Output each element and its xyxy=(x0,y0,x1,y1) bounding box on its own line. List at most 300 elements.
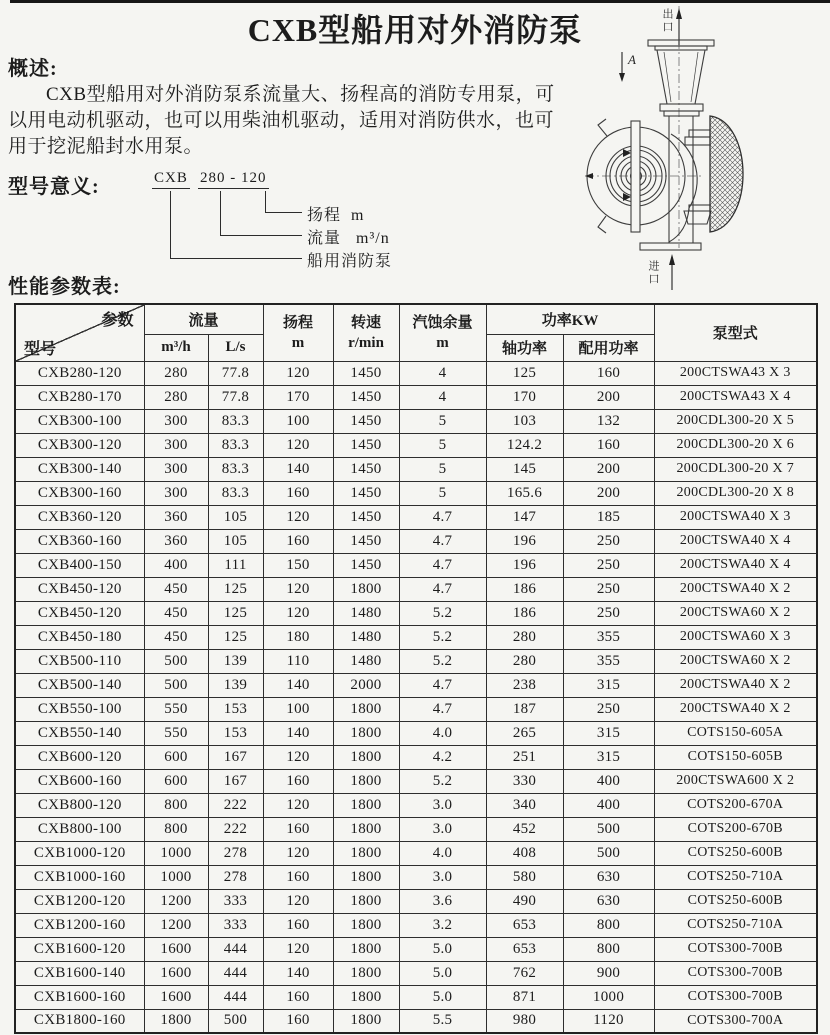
table-cell-5: 5 xyxy=(399,481,486,505)
col-power: 功率KW xyxy=(486,304,654,334)
col-head xyxy=(263,304,333,361)
table-cell-7: 315 xyxy=(563,721,654,745)
table-cell-8: 200CTSWA43 X 3 xyxy=(654,361,817,385)
table-cell-0: CXB800-100 xyxy=(15,817,144,841)
model-meaning-heading: 型号意义: xyxy=(8,176,100,198)
table-cell-2: 83.3 xyxy=(208,481,263,505)
table-cell-2: 77.8 xyxy=(208,361,263,385)
table-cell-1: 1600 xyxy=(144,937,208,961)
table-cell-8: COTS300-700B xyxy=(654,937,817,961)
table-cell-6: 653 xyxy=(486,937,563,961)
table-cell-4: 1800 xyxy=(333,697,399,721)
table-cell-5: 5 xyxy=(399,457,486,481)
table-cell-8: COTS300-700B xyxy=(654,961,817,985)
table-row xyxy=(15,721,817,745)
table-cell-4: 1450 xyxy=(333,409,399,433)
table-cell-2: 333 xyxy=(208,889,263,913)
table-cell-1: 800 xyxy=(144,793,208,817)
table-cell-4: 1800 xyxy=(333,985,399,1009)
table-cell-6: 196 xyxy=(486,553,563,577)
table-cell-0: CXB600-120 xyxy=(15,745,144,769)
table-cell-8: 200CDL300-20 X 5 xyxy=(654,409,817,433)
table-cell-0: CXB450-120 xyxy=(15,577,144,601)
table-cell-4: 1450 xyxy=(333,481,399,505)
table-cell-7: 315 xyxy=(563,673,654,697)
table-cell-0: CXB300-140 xyxy=(15,457,144,481)
table-cell-7: 630 xyxy=(563,889,654,913)
table-cell-4: 1800 xyxy=(333,793,399,817)
table-cell-1: 1000 xyxy=(144,865,208,889)
table-cell-8: 200CTSWA40 X 2 xyxy=(654,697,817,721)
table-cell-8: 200CTSWA40 X 3 xyxy=(654,505,817,529)
col-flow-m3h: m³/h xyxy=(144,334,208,361)
table-row xyxy=(15,1009,817,1033)
table-cell-7: 185 xyxy=(563,505,654,529)
table-cell-4: 1800 xyxy=(333,745,399,769)
table-cell-2: 125 xyxy=(208,577,263,601)
table-row xyxy=(15,673,817,697)
table-row xyxy=(15,889,817,913)
table-cell-0: CXB1800-160 xyxy=(15,1009,144,1033)
table-cell-8: 200CTSWA40 X 4 xyxy=(654,553,817,577)
table-cell-7: 250 xyxy=(563,577,654,601)
table-cell-1: 400 xyxy=(144,553,208,577)
table-cell-1: 360 xyxy=(144,505,208,529)
table-cell-1: 500 xyxy=(144,649,208,673)
table-cell-5: 3.0 xyxy=(399,793,486,817)
table-row xyxy=(15,385,817,409)
table-cell-1: 450 xyxy=(144,625,208,649)
col-head-unit: m xyxy=(291,334,305,351)
table-cell-2: 500 xyxy=(208,1009,263,1033)
table-cell-8: COTS200-670B xyxy=(654,817,817,841)
outlet-label: 出口 xyxy=(661,8,673,34)
table-cell-7: 500 xyxy=(563,841,654,865)
table-cell-4: 1480 xyxy=(333,601,399,625)
table-cell-2: 222 xyxy=(208,793,263,817)
model-label-pump: 船用消防泵 xyxy=(307,253,393,270)
table-cell-4: 1800 xyxy=(333,937,399,961)
table-cell-7: 160 xyxy=(563,361,654,385)
table-cell-2: 83.3 xyxy=(208,433,263,457)
table-cell-5: 3.0 xyxy=(399,865,486,889)
page-title: CXB型船用对外消防泵 xyxy=(247,12,583,48)
table-cell-0: CXB360-160 xyxy=(15,529,144,553)
table-cell-3: 160 xyxy=(263,865,333,889)
table-cell-3: 140 xyxy=(263,721,333,745)
table-cell-7: 1000 xyxy=(563,985,654,1009)
table-cell-3: 120 xyxy=(263,505,333,529)
corner-param-label: 参数 xyxy=(101,312,134,329)
table-cell-8: 200CTSWA40 X 4 xyxy=(654,529,817,553)
table-cell-8: COTS250-710A xyxy=(654,865,817,889)
table-cell-3: 120 xyxy=(263,793,333,817)
table-cell-2: 105 xyxy=(208,505,263,529)
table-cell-8: 200CTSWA60 X 2 xyxy=(654,601,817,625)
table-cell-0: CXB360-120 xyxy=(15,505,144,529)
table-cell-3: 110 xyxy=(263,649,333,673)
table-cell-0: CXB450-120 xyxy=(15,601,144,625)
table-cell-8: 200CTSWA40 X 2 xyxy=(654,577,817,601)
table-cell-5: 4.7 xyxy=(399,529,486,553)
table-cell-7: 355 xyxy=(563,649,654,673)
table-cell-5: 4.7 xyxy=(399,673,486,697)
table-cell-6: 653 xyxy=(486,913,563,937)
table-cell-4: 2000 xyxy=(333,673,399,697)
table-cell-2: 333 xyxy=(208,913,263,937)
table-cell-3: 120 xyxy=(263,577,333,601)
table-cell-2: 153 xyxy=(208,721,263,745)
table-cell-0: CXB280-170 xyxy=(15,385,144,409)
col-power-shaft: 轴功率 xyxy=(486,334,563,361)
table-cell-7: 132 xyxy=(563,409,654,433)
table-cell-0: CXB1000-120 xyxy=(15,841,144,865)
table-row xyxy=(15,697,817,721)
table-cell-1: 360 xyxy=(144,529,208,553)
table-cell-7: 250 xyxy=(563,553,654,577)
table-cell-7: 250 xyxy=(563,697,654,721)
table-cell-8: 200CTSWA43 X 4 xyxy=(654,385,817,409)
table-cell-0: CXB300-100 xyxy=(15,409,144,433)
table-cell-8: 200CTSWA40 X 2 xyxy=(654,673,817,697)
table-cell-3: 140 xyxy=(263,673,333,697)
col-npsh xyxy=(399,304,486,361)
table-cell-2: 278 xyxy=(208,841,263,865)
table-cell-7: 200 xyxy=(563,481,654,505)
table-cell-8: COTS200-670A xyxy=(654,793,817,817)
table-cell-5: 3.2 xyxy=(399,913,486,937)
table-cell-1: 300 xyxy=(144,433,208,457)
table-cell-4: 1480 xyxy=(333,625,399,649)
table-cell-8: 200CDL300-20 X 7 xyxy=(654,457,817,481)
table-cell-5: 4.0 xyxy=(399,841,486,865)
table-row xyxy=(15,937,817,961)
table-cell-8: COTS150-605B xyxy=(654,745,817,769)
table-cell-3: 140 xyxy=(263,457,333,481)
table-cell-6: 251 xyxy=(486,745,563,769)
col-type: 泵型式 xyxy=(654,304,817,361)
table-cell-7: 315 xyxy=(563,745,654,769)
table-cell-5: 5.5 xyxy=(399,1009,486,1033)
table-cell-5: 3.6 xyxy=(399,889,486,913)
table-cell-2: 83.3 xyxy=(208,409,263,433)
table-row xyxy=(15,793,817,817)
table-cell-5: 5.2 xyxy=(399,649,486,673)
col-power-rated: 配用功率 xyxy=(563,334,654,361)
table-cell-0: CXB1200-120 xyxy=(15,889,144,913)
table-cell-1: 1000 xyxy=(144,841,208,865)
table-cell-7: 630 xyxy=(563,865,654,889)
table-cell-3: 120 xyxy=(263,361,333,385)
table-cell-2: 444 xyxy=(208,937,263,961)
table-row xyxy=(15,481,817,505)
table-cell-6: 147 xyxy=(486,505,563,529)
table-cell-1: 600 xyxy=(144,745,208,769)
table-cell-4: 1800 xyxy=(333,841,399,865)
model-label-head: 扬程 m xyxy=(307,207,365,224)
table-cell-6: 196 xyxy=(486,529,563,553)
table-cell-5: 4.7 xyxy=(399,505,486,529)
table-cell-7: 400 xyxy=(563,793,654,817)
table-cell-5: 4 xyxy=(399,361,486,385)
table-row xyxy=(15,865,817,889)
table-cell-2: 111 xyxy=(208,553,263,577)
table-cell-1: 450 xyxy=(144,601,208,625)
table-cell-4: 1450 xyxy=(333,505,399,529)
table-cell-6: 280 xyxy=(486,625,563,649)
table-cell-3: 160 xyxy=(263,529,333,553)
table-cell-6: 265 xyxy=(486,721,563,745)
table-row xyxy=(15,577,817,601)
table-cell-3: 160 xyxy=(263,481,333,505)
table-cell-0: CXB1200-160 xyxy=(15,913,144,937)
model-code-prefix: CXB xyxy=(152,170,190,189)
table-cell-7: 800 xyxy=(563,913,654,937)
table-cell-1: 1200 xyxy=(144,913,208,937)
table-cell-2: 105 xyxy=(208,529,263,553)
table-cell-7: 200 xyxy=(563,385,654,409)
table-cell-8: 200CDL300-20 X 8 xyxy=(654,481,817,505)
table-cell-0: CXB300-120 xyxy=(15,433,144,457)
table-cell-2: 153 xyxy=(208,697,263,721)
table-cell-6: 103 xyxy=(486,409,563,433)
model-label-flow: 流量 m³/n xyxy=(307,230,390,247)
table-cell-2: 77.8 xyxy=(208,385,263,409)
table-cell-3: 100 xyxy=(263,697,333,721)
table-cell-0: CXB600-160 xyxy=(15,769,144,793)
table-cell-0: CXB550-140 xyxy=(15,721,144,745)
table-cell-1: 280 xyxy=(144,361,208,385)
table-cell-0: CXB280-120 xyxy=(15,361,144,385)
table-cell-6: 238 xyxy=(486,673,563,697)
table-cell-1: 300 xyxy=(144,409,208,433)
table-cell-3: 120 xyxy=(263,841,333,865)
table-cell-5: 5.0 xyxy=(399,937,486,961)
model-code-numbers: 280 - 120 xyxy=(198,170,269,189)
table-cell-6: 170 xyxy=(486,385,563,409)
corner-header-cell xyxy=(15,304,144,361)
table-cell-6: 125 xyxy=(486,361,563,385)
table-cell-2: 167 xyxy=(208,745,263,769)
col-speed-label: 转速 xyxy=(351,314,382,331)
table-row xyxy=(15,769,817,793)
overview-heading: 概述: xyxy=(8,58,58,80)
table-cell-6: 145 xyxy=(486,457,563,481)
table-cell-6: 871 xyxy=(486,985,563,1009)
table-cell-2: 278 xyxy=(208,865,263,889)
table-cell-3: 150 xyxy=(263,553,333,577)
table-cell-3: 160 xyxy=(263,817,333,841)
table-cell-3: 100 xyxy=(263,409,333,433)
table-cell-6: 980 xyxy=(486,1009,563,1033)
table-cell-0: CXB500-140 xyxy=(15,673,144,697)
table-cell-3: 120 xyxy=(263,745,333,769)
table-cell-4: 1480 xyxy=(333,649,399,673)
table-cell-7: 355 xyxy=(563,625,654,649)
table-cell-1: 500 xyxy=(144,673,208,697)
table-cell-5: 5.2 xyxy=(399,601,486,625)
table-cell-1: 1800 xyxy=(144,1009,208,1033)
table-cell-1: 300 xyxy=(144,481,208,505)
table-cell-7: 200 xyxy=(563,457,654,481)
table-cell-5: 4.2 xyxy=(399,745,486,769)
table-cell-8: 200CTSWA600 X 2 xyxy=(654,769,817,793)
table-row xyxy=(15,745,817,769)
table-cell-5: 4.7 xyxy=(399,697,486,721)
table-cell-3: 160 xyxy=(263,913,333,937)
table-cell-8: 200CTSWA60 X 2 xyxy=(654,649,817,673)
table-cell-5: 5.0 xyxy=(399,985,486,1009)
inlet-label: 进口 xyxy=(647,260,659,286)
table-cell-0: CXB300-160 xyxy=(15,481,144,505)
table-cell-0: CXB1600-160 xyxy=(15,985,144,1009)
table-cell-4: 1450 xyxy=(333,553,399,577)
table-cell-7: 1120 xyxy=(563,1009,654,1033)
col-npsh-unit: m xyxy=(436,334,449,351)
table-cell-5: 5.2 xyxy=(399,625,486,649)
table-row xyxy=(15,649,817,673)
table-cell-1: 1600 xyxy=(144,961,208,985)
table-cell-7: 400 xyxy=(563,769,654,793)
table-cell-1: 1600 xyxy=(144,985,208,1009)
table-cell-0: CXB400-150 xyxy=(15,553,144,577)
table-cell-6: 580 xyxy=(486,865,563,889)
table-header xyxy=(15,304,817,361)
table-row xyxy=(15,913,817,937)
table-cell-7: 900 xyxy=(563,961,654,985)
table-cell-3: 180 xyxy=(263,625,333,649)
col-head-label: 扬程 xyxy=(283,314,314,331)
table-cell-5: 4.7 xyxy=(399,577,486,601)
table-cell-0: CXB550-100 xyxy=(15,697,144,721)
table-cell-4: 1800 xyxy=(333,889,399,913)
table-row xyxy=(15,409,817,433)
table-cell-4: 1800 xyxy=(333,769,399,793)
table-cell-4: 1450 xyxy=(333,529,399,553)
table-cell-7: 250 xyxy=(563,529,654,553)
table-cell-7: 250 xyxy=(563,601,654,625)
table-row xyxy=(15,505,817,529)
col-speed-unit: r/min xyxy=(348,334,384,351)
table-cell-7: 160 xyxy=(563,433,654,457)
table-cell-4: 1450 xyxy=(333,457,399,481)
table-cell-4: 1800 xyxy=(333,913,399,937)
table-cell-3: 160 xyxy=(263,769,333,793)
table-cell-6: 762 xyxy=(486,961,563,985)
table-cell-5: 5.0 xyxy=(399,961,486,985)
performance-table xyxy=(14,303,818,1034)
table-cell-3: 160 xyxy=(263,1009,333,1033)
pump-drawing xyxy=(585,0,830,298)
table-cell-4: 1800 xyxy=(333,817,399,841)
table-cell-6: 340 xyxy=(486,793,563,817)
table-cell-1: 550 xyxy=(144,697,208,721)
corner-model-label: 型号 xyxy=(24,340,57,358)
table-cell-6: 330 xyxy=(486,769,563,793)
table-cell-2: 444 xyxy=(208,961,263,985)
table-cell-2: 125 xyxy=(208,625,263,649)
table-cell-3: 120 xyxy=(263,937,333,961)
col-flow: 流量 xyxy=(144,304,263,334)
table-cell-8: COTS300-700B xyxy=(654,985,817,1009)
table-cell-1: 450 xyxy=(144,577,208,601)
table-cell-2: 222 xyxy=(208,817,263,841)
table-row xyxy=(15,841,817,865)
table-cell-5: 4 xyxy=(399,385,486,409)
table-row xyxy=(15,553,817,577)
table-cell-3: 140 xyxy=(263,961,333,985)
table-cell-4: 1800 xyxy=(333,721,399,745)
table-cell-3: 170 xyxy=(263,385,333,409)
table-cell-1: 600 xyxy=(144,769,208,793)
col-speed xyxy=(333,304,399,361)
table-cell-0: CXB500-110 xyxy=(15,649,144,673)
table-cell-3: 160 xyxy=(263,985,333,1009)
table-cell-8: 200CDL300-20 X 6 xyxy=(654,433,817,457)
table-row xyxy=(15,985,817,1009)
table-cell-5: 5 xyxy=(399,409,486,433)
table-cell-1: 300 xyxy=(144,457,208,481)
table-row xyxy=(15,529,817,553)
connector-pump-line xyxy=(170,191,302,259)
table-cell-6: 490 xyxy=(486,889,563,913)
table-cell-8: COTS250-600B xyxy=(654,889,817,913)
table-cell-6: 165.6 xyxy=(486,481,563,505)
table-cell-6: 186 xyxy=(486,577,563,601)
table-cell-2: 444 xyxy=(208,985,263,1009)
col-npsh-label: 汽蚀余量 xyxy=(412,314,473,331)
table-cell-2: 167 xyxy=(208,769,263,793)
table-cell-1: 280 xyxy=(144,385,208,409)
col-flow-ls: L/s xyxy=(208,334,263,361)
table-cell-0: CXB800-120 xyxy=(15,793,144,817)
table-cell-0: CXB1600-140 xyxy=(15,961,144,985)
table-cell-8: 200CTSWA60 X 3 xyxy=(654,625,817,649)
table-cell-1: 1200 xyxy=(144,889,208,913)
section-view-label: A xyxy=(628,52,636,67)
table-cell-0: CXB1000-160 xyxy=(15,865,144,889)
table-row xyxy=(15,961,817,985)
table-cell-2: 125 xyxy=(208,601,263,625)
table-heading: 性能参数表: xyxy=(8,276,121,298)
table-cell-6: 408 xyxy=(486,841,563,865)
table-cell-6: 186 xyxy=(486,601,563,625)
table-cell-2: 139 xyxy=(208,649,263,673)
table-row xyxy=(15,457,817,481)
table-cell-4: 1450 xyxy=(333,433,399,457)
table-row xyxy=(15,433,817,457)
table-cell-5: 3.0 xyxy=(399,817,486,841)
table-cell-7: 500 xyxy=(563,817,654,841)
table-cell-6: 280 xyxy=(486,649,563,673)
table-cell-3: 120 xyxy=(263,601,333,625)
table-cell-5: 4.7 xyxy=(399,553,486,577)
table-cell-4: 1450 xyxy=(333,361,399,385)
table-cell-8: COTS300-700A xyxy=(654,1009,817,1033)
table-row xyxy=(15,601,817,625)
table-cell-4: 1800 xyxy=(333,961,399,985)
table-row xyxy=(15,361,817,385)
table-cell-5: 5.2 xyxy=(399,769,486,793)
table-body xyxy=(15,361,817,1033)
table-cell-0: CXB450-180 xyxy=(15,625,144,649)
pump-figure xyxy=(585,0,830,298)
table-cell-6: 187 xyxy=(486,697,563,721)
table-cell-6: 452 xyxy=(486,817,563,841)
table-cell-2: 83.3 xyxy=(208,457,263,481)
table-cell-1: 800 xyxy=(144,817,208,841)
table-row xyxy=(15,817,817,841)
